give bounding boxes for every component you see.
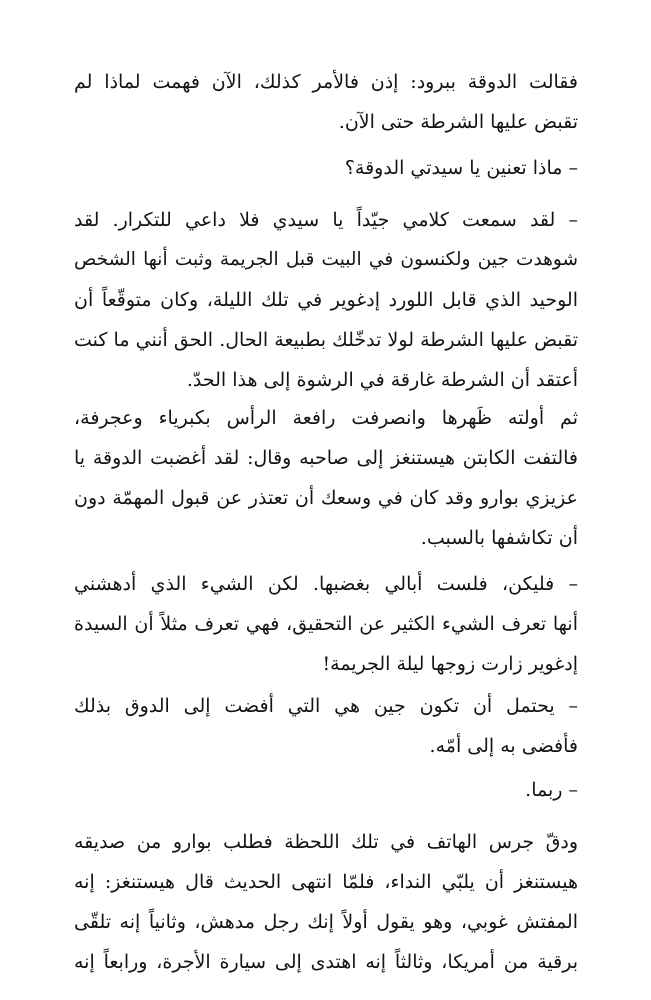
paragraph-perhaps <box>74 770 578 810</box>
text-line: شوهدت جين ولكنسون في البيت قبل الجريمة وثبت أنها الشخص <box>74 249 578 270</box>
text-line: تقبض عليها الشرطة لولا تدخّلك بطبيعة الحال. الحق أنني ما كنت <box>74 329 578 351</box>
paragraph-duchess-accusation <box>74 200 578 400</box>
paragraph-duchess-reply <box>74 62 578 142</box>
paragraph-possibility <box>74 686 578 766</box>
paragraph-phone-call <box>74 822 578 982</box>
text-line: الوحيد الذي قابل اللورد إدغوير في تلك الليلة، وكان متوقّعاً أن <box>74 289 578 311</box>
text-line: – يحتمل أن تكون جين هي التي أفضت إلى الدوق بذلك <box>74 695 578 717</box>
paragraph-poirot-reply <box>74 564 578 684</box>
text-line: أنها تعرف الشيء الكثير عن التحقيق، فهي تعرف مثلاً أن السيدة <box>74 613 578 635</box>
text-line: – فليكن، فلست أبالي بغضبها. لكن الشيء الذي أدهشني <box>74 573 578 595</box>
text-line: فالتفت الكابتن هيستنغز إلى صاحبه وقال: لقد أغضبت الدوقة يا <box>74 447 578 469</box>
text-line: ودقّ جرس الهاتف في تلك اللحظة فطلب بوارو من صديقه <box>74 831 578 853</box>
text-line: تقبض عليها الشرطة حتى الآن. <box>338 111 578 133</box>
text-line: – لقد سمعت كلامي جيّداً يا سيدي فلا داعي للتكرار. لقد <box>74 209 578 231</box>
text-line: عزيزي بوارو وقد كان في وسعك أن تعتذر عن قبول المهمّة دون <box>74 487 578 509</box>
text-line: إدغوير زارت زوجها ليلة الجريمة! <box>322 653 578 675</box>
text-line: فأفضى به إلى أمّه. <box>429 735 578 757</box>
paragraph-question <box>74 148 578 188</box>
paragraph-hastings-remark <box>74 398 578 558</box>
text-line: هيستنغز أن يلبّي النداء، فلمّا انتهى الحديث قال هيستنغز: إنه <box>74 871 578 893</box>
text-line: برقية من أمريكا، وثالثاً إنه اهتدى إلى سيارة الأجرة، ورابعاً إنه <box>74 951 578 973</box>
text-line: – ربما. <box>525 779 578 801</box>
text-line: فقالت الدوقة ببرود: إذن فالأمر كذلك، الآن فهمت لماذا لم <box>74 71 578 93</box>
text-line: أعتقد أن الشرطة غارقة في الرشوة إلى هذا الحدّ. <box>186 369 578 391</box>
text-line: ثم أولته ظَهرها وانصرفت رافعة الرأس بكبرياء وعجرفة، <box>74 407 578 429</box>
text-line: المفتش غوبي، وهو يقول أولاً إنك رجل مدهش، وثانياً إنه تلقّى <box>74 911 578 933</box>
text-line: أن تكاشفها بالسبب. <box>420 527 578 549</box>
text-line: – ماذا تعنين يا سيدتي الدوقة؟ <box>344 157 578 179</box>
